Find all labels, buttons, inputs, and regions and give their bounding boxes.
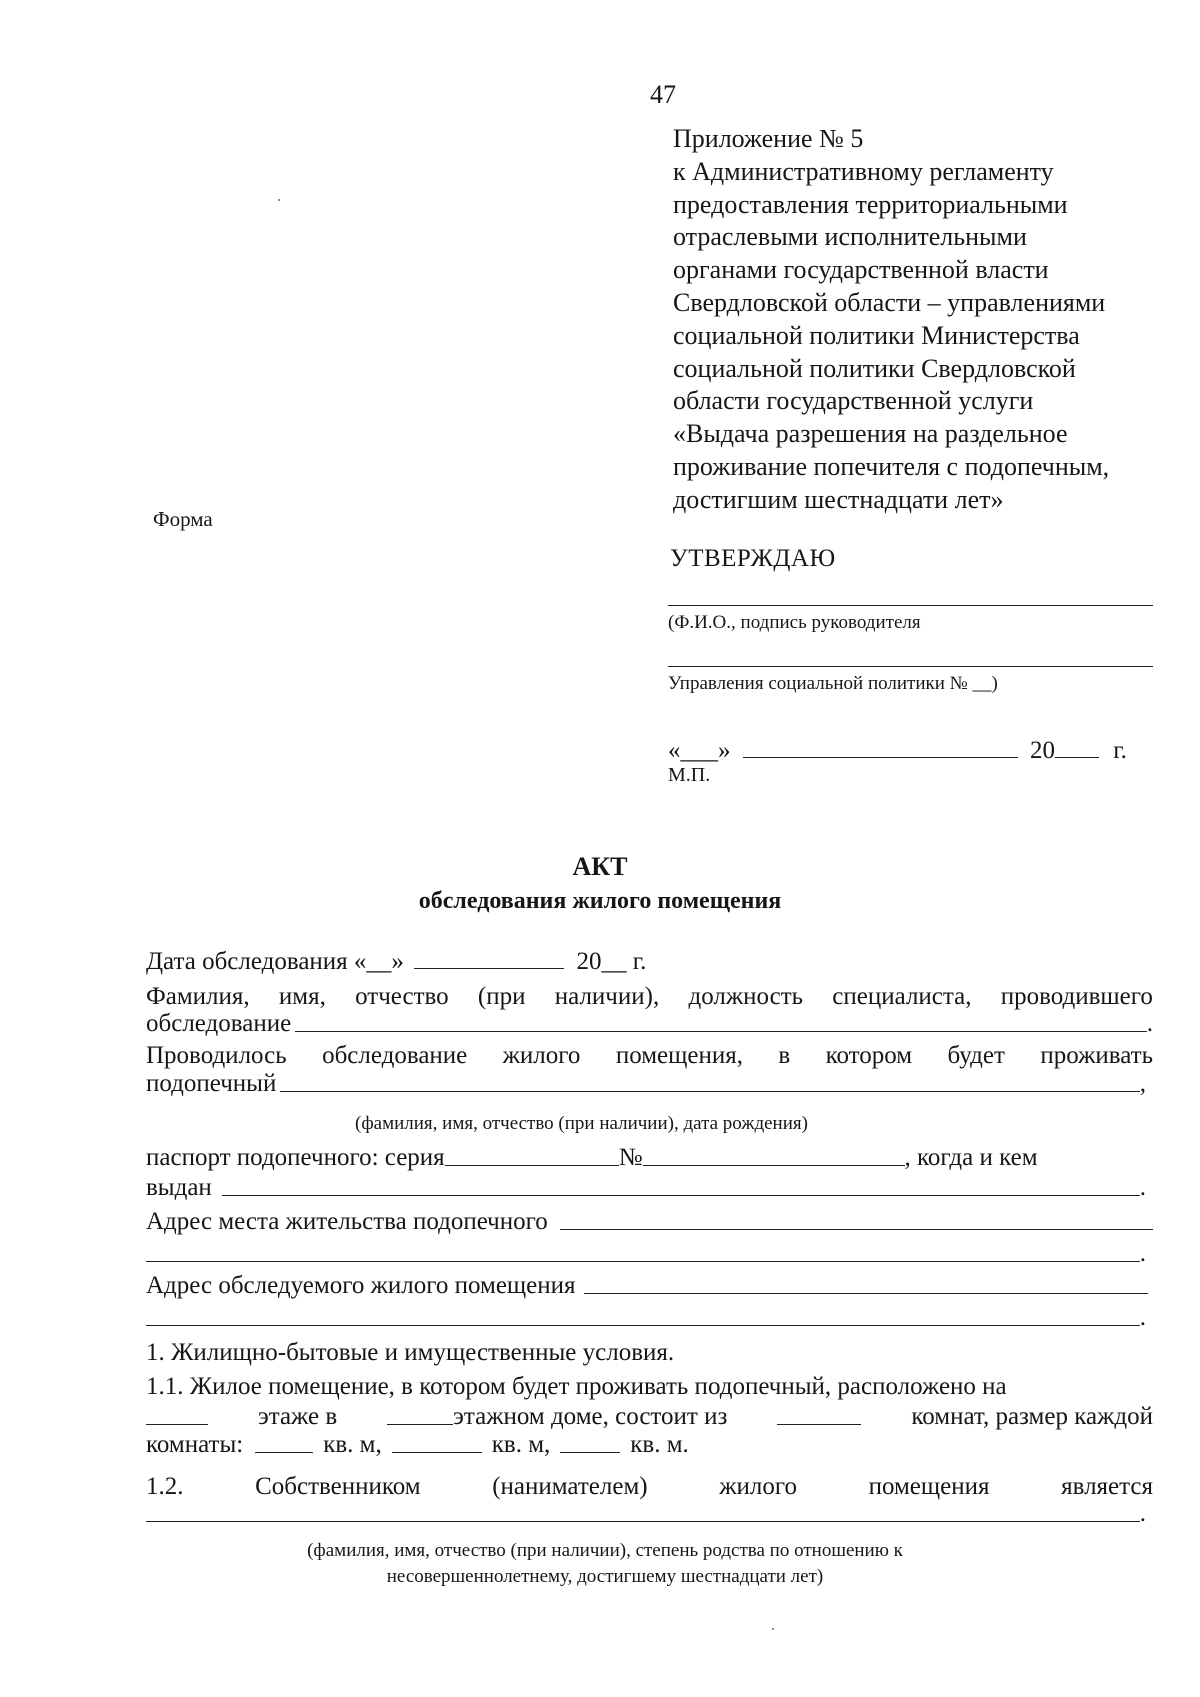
inspection-date-year: 20__ г. [576, 948, 647, 975]
section-1-1-row3 [146, 1431, 689, 1459]
word: обследование [322, 1042, 468, 1069]
word: Фамилия, [146, 983, 250, 1010]
storeys-field[interactable] [387, 1404, 453, 1425]
word: 1.2. [146, 1473, 184, 1500]
sqm-unit: кв. м, [491, 1431, 551, 1458]
form-label: Форма [153, 507, 213, 531]
specialist-label-row [146, 983, 1153, 1011]
approval-heading: УТВЕРЖДАЮ [670, 545, 836, 572]
passport-series-label: паспорт подопечного: серия [146, 1144, 445, 1171]
passport-when-label: , когда и кем [904, 1144, 1038, 1171]
approval-year-suffix: г. [1113, 737, 1127, 764]
word: проводившего [1000, 983, 1153, 1010]
word: Проводилось [146, 1042, 287, 1069]
appendix-line: проживание попечителя с подопечным, [673, 451, 1110, 481]
specialist-field[interactable] [295, 1031, 1147, 1032]
word: наличии), [554, 983, 660, 1010]
inspected-field-2[interactable] [146, 1325, 1140, 1326]
page-number: 47 [650, 80, 676, 109]
department-caption: Управления социальной политики № __) [668, 673, 998, 694]
inspection-date-month-field[interactable] [414, 948, 564, 969]
rooms-label: комнат, размер каждой [911, 1403, 1153, 1430]
issued-field[interactable] [222, 1195, 1140, 1196]
floor-label: этаже в [258, 1403, 338, 1430]
appendix-line: Приложение № 5 [673, 124, 864, 153]
word: жилого [502, 1042, 581, 1069]
approval-date-day: «___» [668, 737, 731, 764]
inspected-label: Адрес обследуемого жилого помещения [146, 1272, 576, 1299]
signature-line[interactable] [668, 605, 1153, 606]
appendix-line: области государственной услуги [673, 386, 1034, 416]
room-size-field-2[interactable] [392, 1432, 482, 1453]
appendix-block [673, 123, 1109, 517]
word: проживать [1040, 1042, 1153, 1069]
inspection-date-label: Дата обследования «__» [146, 948, 404, 975]
word: должность [688, 983, 804, 1010]
passport-row [146, 1144, 1153, 1172]
specialist-label: обследование [146, 1010, 292, 1037]
inspection-date-row [146, 948, 646, 976]
residence-row-2: . [146, 1240, 1146, 1268]
issued-row: выдан . [146, 1174, 1146, 1201]
word: помещения, [615, 1042, 743, 1069]
word: (нанимателем) [492, 1473, 648, 1500]
ward-hint: (фамилия, имя, отчество (при наличии), дата рождения) [355, 1113, 808, 1134]
passport-number-field[interactable] [643, 1145, 905, 1166]
act-title: АКТ [572, 852, 628, 881]
word: котором [825, 1042, 913, 1069]
scan-speck [772, 1628, 774, 1630]
conducted-label-row [146, 1042, 1153, 1070]
word: (при [477, 983, 526, 1010]
appendix-line: Свердловской области – управлениями [673, 287, 1106, 317]
section-1-heading: 1. Жилищно-бытовые и имущественные условия. [146, 1339, 675, 1366]
appendix-line: социальной политики Свердловской [673, 353, 1076, 383]
appendix-line: социальной политики Министерства [673, 320, 1080, 350]
word: будет [947, 1042, 1005, 1069]
appendix-line: отраслевыми исполнительными [673, 222, 1027, 252]
appendix-line: к Административному регламенту [673, 156, 1054, 186]
inspected-row-2: . [146, 1304, 1146, 1332]
residence-label: Адрес места жительства подопечного [146, 1208, 548, 1235]
passport-number-label: № [618, 1144, 643, 1171]
owner-field[interactable] [146, 1521, 1140, 1522]
residence-field-2[interactable] [146, 1261, 1140, 1262]
room-size-field-3[interactable] [560, 1432, 620, 1453]
word: жилого [719, 1473, 797, 1500]
sqm-unit: кв. м. [630, 1431, 689, 1458]
room-size-field-1[interactable] [255, 1432, 313, 1453]
approval-year-field[interactable] [1055, 737, 1099, 758]
word: в [778, 1042, 791, 1069]
word: Собственником [255, 1473, 421, 1500]
ward-label: подопечный [146, 1070, 277, 1097]
word: специалиста, [832, 983, 972, 1010]
appendix-line: органами государственной власти [673, 255, 1049, 285]
ward-row: подопечный , [146, 1070, 1146, 1097]
room-sizes-label: комнаты: [146, 1431, 244, 1458]
appendix-line: «Выдача разрешения на раздельное [673, 419, 1068, 449]
approval-date-month-field[interactable] [743, 737, 1018, 758]
scan-speck [278, 199, 280, 201]
storeys-label: этажном доме, состоит из [453, 1403, 728, 1430]
word: является [1061, 1473, 1153, 1500]
department-line[interactable] [668, 666, 1153, 667]
approval-date-row [668, 737, 1127, 765]
act-subtitle: обследования жилого помещения [418, 888, 782, 914]
inspected-field[interactable] [584, 1293, 1148, 1294]
section-1-1-text: 1.1. Жилое помещение, в котором будет проживать подопечный, расположено на [146, 1373, 1007, 1400]
sqm-unit: кв. м, [323, 1431, 382, 1458]
owner-row: . [146, 1500, 1146, 1528]
owner-hint-line-1: (фамилия, имя, отчество (при наличии), степень родства по отношению к [307, 1540, 903, 1561]
appendix-line: предоставления территориальными [673, 189, 1068, 219]
residence-row [146, 1208, 1153, 1236]
rooms-field[interactable] [777, 1404, 861, 1425]
stamp-place: М.П. [668, 764, 711, 786]
residence-field[interactable] [560, 1229, 1153, 1230]
ward-field[interactable] [280, 1091, 1139, 1092]
owner-hint-line-2: несовершеннолетнему, достигшему шестнадцати лет) [386, 1566, 824, 1587]
section-1-1-row2 [146, 1403, 1153, 1431]
issued-label: выдан [146, 1174, 212, 1201]
word: отчество [355, 983, 449, 1010]
word: имя, [278, 983, 326, 1010]
section-1-2-row [146, 1473, 1153, 1501]
appendix-line: достигшим шестнадцати лет» [673, 484, 1004, 514]
inspected-row [146, 1272, 1148, 1300]
approval-year-prefix: 20 [1030, 737, 1055, 764]
floor-field[interactable] [146, 1404, 208, 1425]
word: помещения [868, 1473, 990, 1500]
specialist-row: обследование . [146, 1010, 1153, 1037]
passport-series-field[interactable] [445, 1145, 619, 1166]
signature-caption: (Ф.И.О., подпись руководителя [668, 612, 921, 633]
